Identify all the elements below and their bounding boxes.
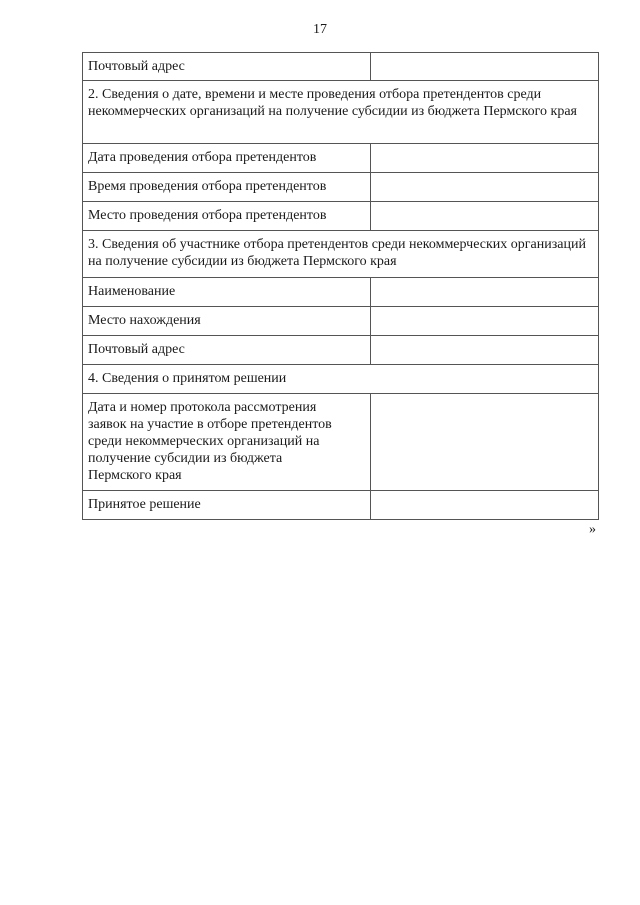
table-row [83,144,599,173]
field-name[interactable] [371,278,599,307]
page-number: 17 [313,22,327,37]
row-label-location: Место нахождения [83,307,371,336]
section-3-heading: 3. Сведения об участнике отбора претендентов среди некоммерческих организаций на получение субсидии из бюджета Пермского края [83,231,599,278]
section-header-row [83,81,599,144]
section-2-heading: 2. Сведения о дате, времени и месте проведения отбора претендентов среди некоммерческих организаций на получение субсидии из бюджета Пермского края [83,81,599,144]
field-selection-place[interactable] [371,202,599,231]
table-row [83,173,599,202]
field-location[interactable] [371,307,599,336]
row-label-selection-place: Место проведения отбора претендентов [83,202,371,231]
field-decision[interactable] [371,491,599,520]
table-row [83,307,599,336]
row-label-selection-date: Дата проведения отбора претендентов [83,144,371,173]
row-label-selection-time: Время проведения отбора претендентов [83,173,371,202]
section-header-row [83,365,599,394]
section-4-heading: 4. Сведения о принятом решении [83,365,599,394]
table-row [83,336,599,365]
application-form-table [82,52,599,520]
table-row [83,53,599,81]
table-row [83,202,599,231]
table-row [83,394,599,491]
field-selection-time[interactable] [371,173,599,202]
field-postal-address[interactable] [371,53,599,81]
field-postal-address-2[interactable] [371,336,599,365]
table-row [83,278,599,307]
section-header-row [83,231,599,278]
row-label-postal-address: Почтовый адрес [83,53,371,81]
field-selection-date[interactable] [371,144,599,173]
closing-quote: » [589,522,596,537]
row-label-decision: Принятое решение [83,491,371,520]
row-label-protocol: Дата и номер протокола рассмотрения заявок на участие в отборе претендентов среди некоммерческих организаций на получение субсидии из бюджета Пермского края [83,394,371,491]
field-protocol[interactable] [371,394,599,491]
table-row [83,491,599,520]
row-label-postal-address-2: Почтовый адрес [83,336,371,365]
row-label-name: Наименование [83,278,371,307]
